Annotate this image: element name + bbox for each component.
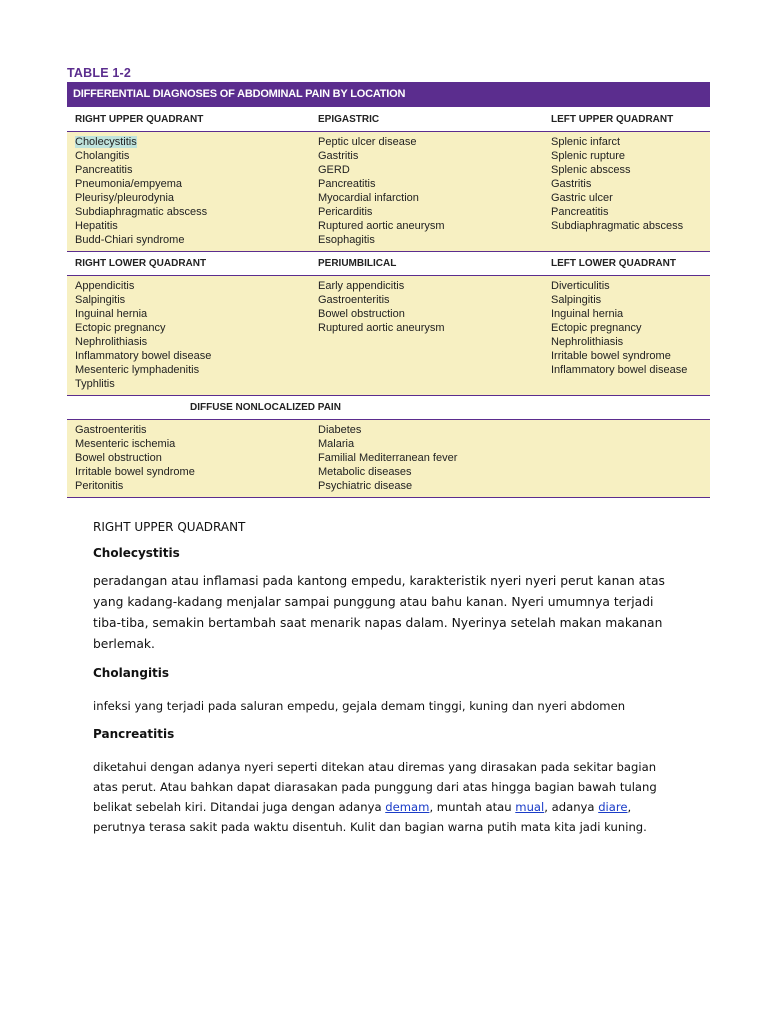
header-periumbilical: PERIUMBILICAL xyxy=(318,258,397,269)
highlighted-text[interactable]: Cholecystitis xyxy=(75,136,137,148)
list-item: Pleurisy/pleurodynia xyxy=(75,192,175,204)
list-item: Splenic rupture xyxy=(551,150,625,162)
list-item: Ectopic pregnancy xyxy=(75,322,166,334)
heading-pancreatitis: Pancreatitis xyxy=(93,727,175,741)
list-item: Mesenteric lymphadenitis xyxy=(75,364,200,376)
list-right-upper-quadrant xyxy=(67,132,309,251)
list-item: Gastroenteritis xyxy=(75,424,147,436)
link-diare[interactable]: diare xyxy=(598,800,628,814)
list-item: Ectopic pregnancy xyxy=(551,322,642,334)
list-item: Subdiaphragmatic abscess xyxy=(551,220,684,232)
list-item: Subdiaphragmatic abscess xyxy=(75,206,208,218)
link-mual[interactable]: mual xyxy=(515,800,545,814)
section-header-lower xyxy=(67,252,710,276)
list-item: Gastritis xyxy=(551,178,592,190)
section-header-upper xyxy=(67,107,710,132)
list-item: Ruptured aortic aneurysm xyxy=(318,220,445,232)
list-item: Gastric ulcer xyxy=(551,192,613,204)
list-item: Inguinal hernia xyxy=(75,308,148,320)
list-item: Splenic infarct xyxy=(551,136,621,148)
list-item: Budd-Chiari syndrome xyxy=(75,234,185,246)
heading-cholecystitis: Cholecystitis xyxy=(93,546,180,560)
list-item: Pancreatitis xyxy=(551,206,609,218)
list-item: Appendicitis xyxy=(75,280,135,292)
link-demam[interactable]: demam xyxy=(385,800,430,814)
section-body-diffuse xyxy=(67,420,710,498)
list-diffuse-3 xyxy=(542,420,710,497)
list-item: Salpingitis xyxy=(551,294,602,306)
list-item: Irritable bowel syndrome xyxy=(75,466,195,478)
section-heading: RIGHT UPPER QUADRANT xyxy=(93,520,246,534)
list-item: Gastritis xyxy=(318,150,359,162)
list-item: Ruptured aortic aneurysm xyxy=(318,322,445,334)
list-item: Cholangitis xyxy=(75,150,130,162)
list-item: GERD xyxy=(318,164,350,176)
section-body-upper xyxy=(67,132,710,252)
list-item: Salpingitis xyxy=(75,294,126,306)
list-item xyxy=(75,135,309,149)
section-header-diffuse xyxy=(67,396,710,420)
list-item: Inguinal hernia xyxy=(551,308,624,320)
paragraph-pancreatitis xyxy=(93,757,683,837)
list-item: Inflammatory bowel disease xyxy=(75,350,212,362)
differential-diagnoses-table xyxy=(67,82,710,498)
table-title: DIFFERENTIAL DIAGNOSES OF ABDOMINAL PAIN BY LOCATION xyxy=(67,82,710,107)
pancreatitis-text-4: , perutnya terasa sakit pada waktu disentuh. Kulit dan bagian warna putih mata kita jadi kuning. xyxy=(93,800,647,834)
pancreatitis-text-2: , muntah atau xyxy=(429,800,516,814)
header-diffuse-nonlocalized-pain: DIFFUSE NONLOCALIZED PAIN xyxy=(190,402,341,413)
list-item: Malaria xyxy=(318,438,355,450)
list-item: Nephrolithiasis xyxy=(551,336,624,348)
list-periumbilical xyxy=(309,276,542,395)
header-epigastric: EPIGASTRIC xyxy=(318,113,380,125)
list-left-upper-quadrant xyxy=(542,132,710,251)
heading-cholangitis: Cholangitis xyxy=(93,666,170,680)
header-right-upper-quadrant: RIGHT UPPER QUADRANT xyxy=(75,113,204,125)
list-item: Myocardial infarction xyxy=(318,192,419,204)
list-item: Early appendicitis xyxy=(318,280,405,292)
list-item: Mesenteric ischemia xyxy=(75,438,176,450)
header-left-lower-quadrant: LEFT LOWER QUADRANT xyxy=(551,258,676,269)
list-item: Familial Mediterranean fever xyxy=(318,452,458,464)
list-item: Esophagitis xyxy=(318,234,375,246)
list-diffuse-2 xyxy=(309,420,542,497)
list-item: Diabetes xyxy=(318,424,362,436)
list-right-lower-quadrant xyxy=(67,276,309,395)
table-number: TABLE 1-2 xyxy=(67,66,132,80)
list-epigastric xyxy=(309,132,542,251)
list-item: Typhlitis xyxy=(75,378,115,390)
list-item: Metabolic diseases xyxy=(318,466,412,478)
section-body-lower xyxy=(67,276,710,396)
list-item: Pericarditis xyxy=(318,206,373,218)
list-item: Pneumonia/empyema xyxy=(75,178,183,190)
list-item: Hepatitis xyxy=(75,220,118,232)
list-item: Pancreatitis xyxy=(318,178,376,190)
list-item: Diverticulitis xyxy=(551,280,610,292)
list-item: Bowel obstruction xyxy=(75,452,162,464)
list-item: Bowel obstruction xyxy=(318,308,405,320)
document-body xyxy=(93,520,683,837)
header-right-lower-quadrant: RIGHT LOWER QUADRANT xyxy=(75,258,207,269)
list-item: Inflammatory bowel disease xyxy=(551,364,688,376)
list-item: Irritable bowel syndrome xyxy=(551,350,671,362)
list-item: Peptic ulcer disease xyxy=(318,136,417,148)
pancreatitis-text-1: diketahui dengan adanya nyeri seperti ditekan atau diremas yang dirasakan pada sekitar bagian atas perut. Atau bahkan dapat diarasakan pada punggung dari atas hingga bagian bawah tulang belikat sebelah kiri. Ditandai juga dengan adanya xyxy=(93,760,657,814)
list-item: Psychiatric disease xyxy=(318,480,413,492)
list-item: Nephrolithiasis xyxy=(75,336,148,348)
list-left-lower-quadrant xyxy=(542,276,710,395)
paragraph-cholecystitis: peradangan atau inflamasi pada kantong empedu, karakteristik nyeri nyeri perut kanan atas yang kadang-kadang menjalar sampai punggung atau bahu kanan. Nyeri umumnya terjadi tiba-tiba, semakin bertambah saat menarik napas dalam. Nyerinya setelah makan makanan berlemak. xyxy=(93,574,665,651)
list-item: Pancreatitis xyxy=(75,164,133,176)
list-item: Splenic abscess xyxy=(551,164,631,176)
paragraph-cholangitis: infeksi yang terjadi pada saluran empedu, gejala demam tinggi, kuning dan nyeri abdomen xyxy=(93,699,626,713)
list-item: Peritonitis xyxy=(75,480,124,492)
pancreatitis-text-3: , adanya xyxy=(544,800,599,814)
list-diffuse-1 xyxy=(67,420,309,497)
header-left-upper-quadrant: LEFT UPPER QUADRANT xyxy=(551,113,674,125)
list-item: Gastroenteritis xyxy=(318,294,390,306)
